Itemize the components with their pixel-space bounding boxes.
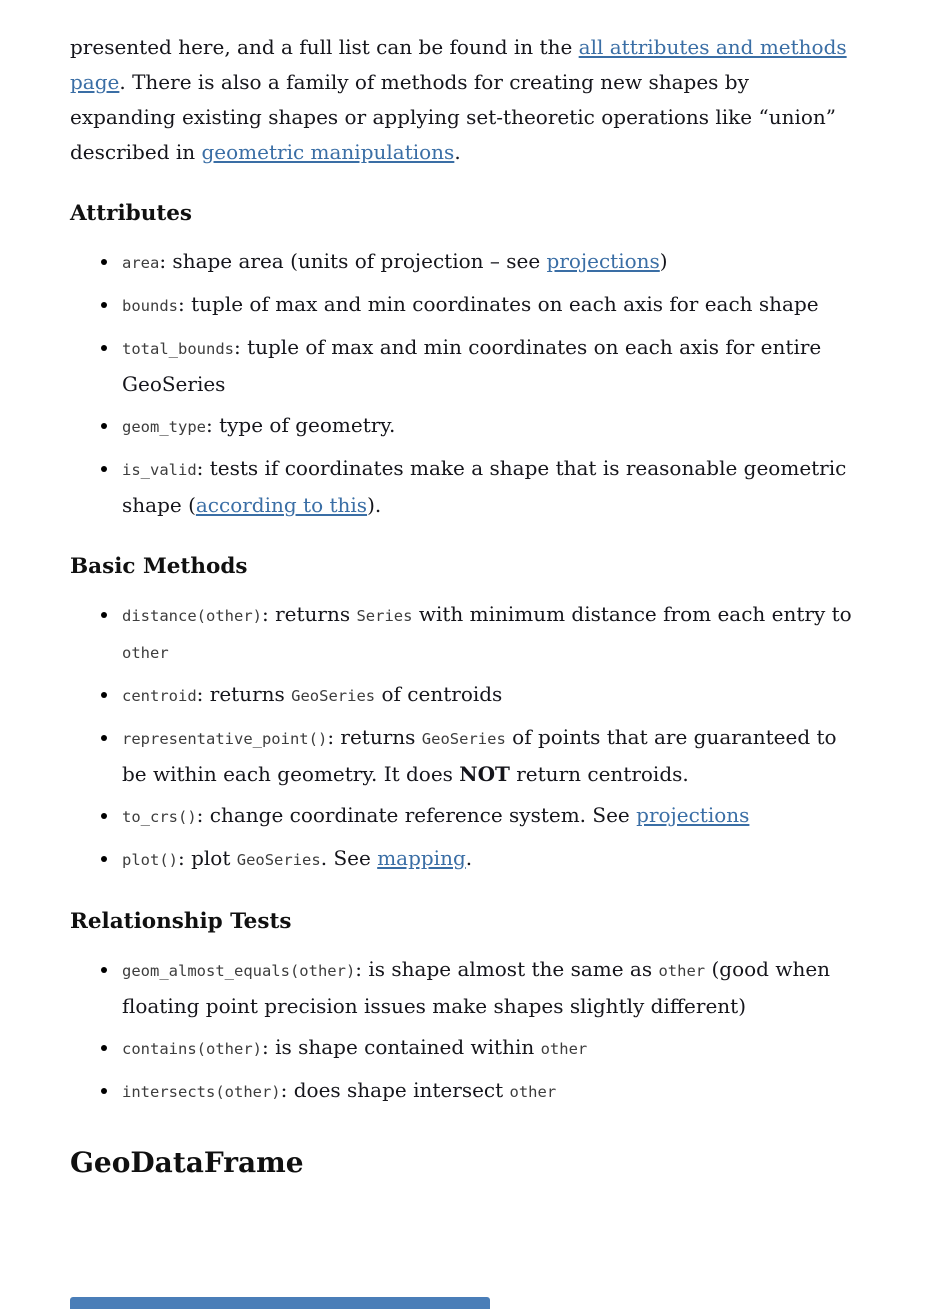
list-item: • bounds: tuple of max and min coordinates on each axis for each shape: [120, 287, 855, 324]
geodataframe-heading: GeoDataFrame: [70, 1146, 304, 1179]
inline-code: representative_point(): [122, 730, 328, 748]
intro-paragraph: presented here, and a full list can be found in the all attributes and methods page. There is also a family of methods for creating new shapes by expanding existing shapes or applying set-theoretic operations like “union” described in geometric manipulations.: [70, 35, 847, 164]
inline-link[interactable]: geometric manipulations: [201, 140, 455, 164]
list-item: • intersects(other): does shape intersect other: [120, 1073, 855, 1110]
attributes-list: [70, 244, 855, 523]
inline-code: geom_type: [122, 418, 206, 436]
inline-code: contains(other): [122, 1040, 262, 1058]
list-item: • distance(other): returns Series with minimum distance from each entry to other: [120, 597, 855, 671]
list-item: • geom_almost_equals(other): is shape almost the same as other (good when floating point precision issues make shapes slightly different): [120, 952, 855, 1024]
inline-link[interactable]: all attributes and methods page: [70, 35, 847, 94]
inline-code: bounds: [122, 297, 178, 315]
list-item: • centroid: returns GeoSeries of centroids: [120, 677, 855, 714]
inline-code: area: [122, 254, 160, 272]
attributes-heading: Attributes: [70, 201, 193, 226]
list-item: • representative_point(): returns GeoSeries of points that are guaranteed to be within each geometry. It does NOT return centroids.: [120, 720, 855, 792]
inline-link[interactable]: according to this: [195, 493, 368, 517]
inline-code: Series: [356, 607, 413, 625]
relationship-tests-heading: Relationship Tests: [70, 909, 292, 934]
inline-code: GeoSeries: [291, 687, 376, 705]
inline-code: geom_almost_equals(other): [122, 962, 356, 980]
inline-code: to_crs(): [122, 808, 197, 826]
inline-code: centroid: [122, 687, 197, 705]
list-item: • is_valid: tests if coordinates make a shape that is reasonable geometric shape (according to this).: [120, 451, 855, 523]
section-basic-methods: [70, 553, 855, 878]
inline-code: other: [509, 1083, 557, 1101]
basic-methods-list: [70, 597, 855, 878]
relationship-tests-list: [70, 952, 855, 1110]
inline-link[interactable]: projections: [636, 803, 750, 827]
inline-code: distance(other): [122, 607, 262, 625]
basic-methods-heading: Basic Methods: [70, 554, 248, 579]
document-page: [70, 30, 855, 1180]
inline-code: other: [122, 644, 169, 662]
section-attributes: [70, 200, 855, 523]
list-item: • total_bounds: tuple of max and min coordinates on each axis for entire GeoSeries: [120, 330, 855, 402]
list-item: • to_crs(): change coordinate reference system. See projections: [120, 798, 855, 835]
section-relationship-tests: [70, 908, 855, 1110]
inline-code: GeoSeries: [421, 730, 506, 748]
inline-code: other: [540, 1040, 588, 1058]
list-item: • contains(other): is shape contained within other: [120, 1030, 855, 1067]
inline-link[interactable]: projections: [546, 249, 660, 273]
list-item: • plot(): plot GeoSeries. See mapping.: [120, 841, 855, 878]
inline-code: plot(): [122, 851, 178, 869]
inline-code: GeoSeries: [236, 851, 321, 869]
truncated-blue-bar: [70, 1297, 490, 1309]
list-item: • area: shape area (units of projection – see projections): [120, 244, 855, 281]
inline-code: other: [658, 962, 706, 980]
inline-code: total_bounds: [122, 340, 234, 358]
bold-text: NOT: [459, 762, 510, 786]
list-item: • geom_type: type of geometry.: [120, 408, 855, 445]
inline-code: is_valid: [122, 461, 197, 479]
inline-code: intersects(other): [122, 1083, 281, 1101]
inline-link[interactable]: mapping: [377, 846, 466, 870]
